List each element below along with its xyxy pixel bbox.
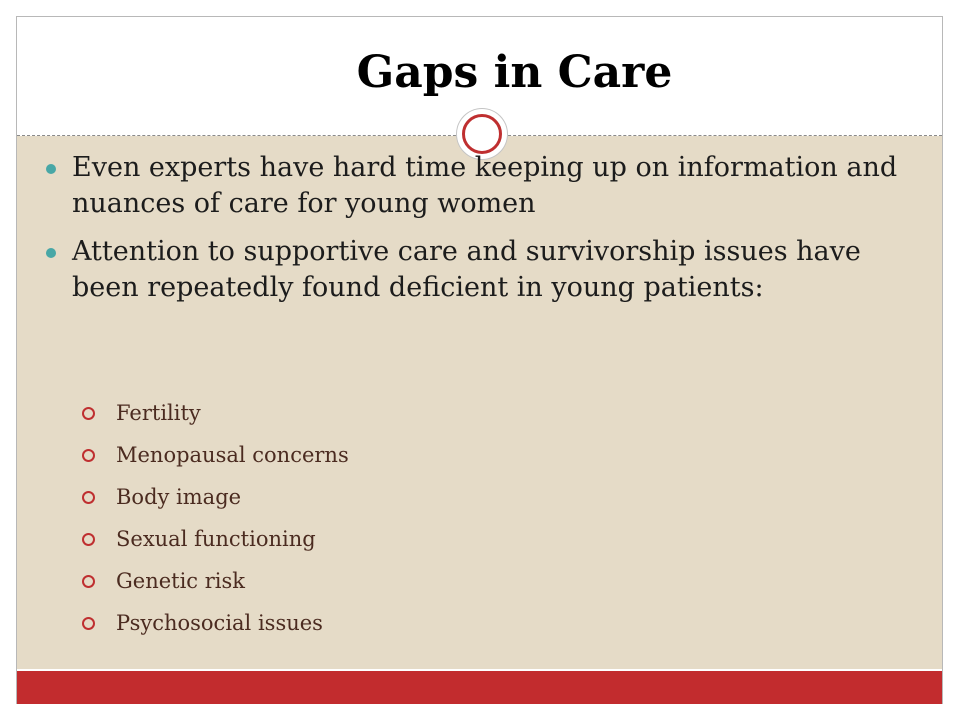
- ring-bullet-icon: [82, 533, 95, 546]
- bullet-item: [44, 234, 914, 306]
- sub-bullet-text: Genetic risk: [116, 569, 246, 593]
- sub-bullet-item: [80, 560, 349, 602]
- bullet-dot-icon: [46, 164, 56, 174]
- ring-bullet-icon: [82, 407, 95, 420]
- ring-bullet-icon: [82, 449, 95, 462]
- sub-bullet-text: Fertility: [116, 401, 201, 425]
- bullet-item: [44, 150, 914, 222]
- bullet-text: Attention to supportive care and survivorship issues have been repeatedly found deficient in young patients:: [72, 236, 861, 303]
- sub-bullet-list: [80, 392, 349, 644]
- sub-bullet-text: Body image: [116, 485, 242, 509]
- circle-ring-icon: [462, 114, 502, 154]
- bullet-list: [44, 150, 914, 318]
- bottom-accent-bar: [17, 671, 942, 704]
- sub-bullet-text: Menopausal concerns: [116, 443, 349, 467]
- ring-bullet-icon: [82, 491, 95, 504]
- slide-title: Gaps in Care: [356, 47, 673, 98]
- sub-bullet-item: [80, 392, 349, 434]
- sub-bullet-item: [80, 434, 349, 476]
- ring-bullet-icon: [82, 617, 95, 630]
- bullet-text: Even experts have hard time keeping up on information and nuances of care for young women: [72, 152, 898, 219]
- sub-bullet-item: [80, 518, 349, 560]
- sub-bullet-item: [80, 476, 349, 518]
- sub-bullet-text: Sexual functioning: [116, 527, 316, 551]
- sub-bullet-text: Psychosocial issues: [116, 611, 323, 635]
- ring-bullet-icon: [82, 575, 95, 588]
- sub-bullet-item: [80, 602, 349, 644]
- bullet-dot-icon: [46, 248, 56, 258]
